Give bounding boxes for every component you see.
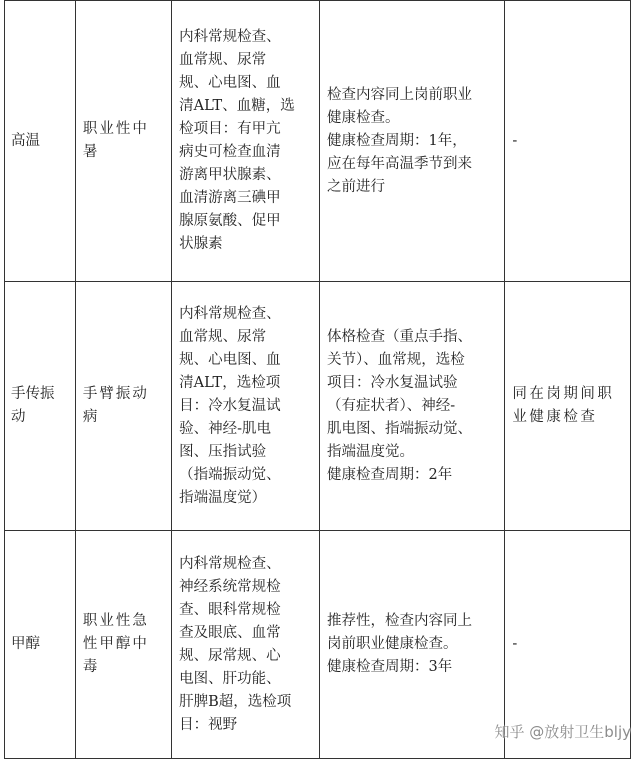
- content-line: 健康检查周期：1年，: [326, 132, 467, 149]
- note-cell: -: [505, 531, 631, 759]
- items-line: 检项目：有甲亢: [179, 121, 281, 137]
- items-line: 规、心电图、血: [179, 75, 281, 91]
- hazard-cell: 手传振动: [5, 282, 76, 531]
- items-cell: [172, 1, 320, 282]
- items-line: 指端温度觉）: [179, 489, 267, 506]
- items-line: 电图、肝功能、: [179, 670, 281, 687]
- table-row: [5, 282, 631, 531]
- content-line: 项目：冷水复温试验: [326, 374, 458, 391]
- items-line: 肝脾B超，选检项: [179, 693, 292, 710]
- items-line: 病史可检查血清: [179, 144, 281, 160]
- content-line: 健康检查。: [326, 109, 400, 126]
- items-line: 目：视野: [179, 716, 238, 733]
- items-line: 目：冷水复温试: [179, 397, 281, 414]
- items-line: 内科常规检查、: [179, 305, 281, 322]
- exam-table: [4, 0, 631, 759]
- table-row: [5, 1, 631, 282]
- content-line: 检查内容同上岗前职业: [326, 86, 472, 103]
- content-line: 健康检查周期：3年: [326, 659, 453, 675]
- items-line: 规、心电图、血: [179, 351, 281, 368]
- items-line: 血常规、尿常: [179, 52, 267, 68]
- content-cell: [319, 282, 504, 531]
- content-line: 推荐性，检查内容同上: [326, 613, 472, 629]
- note-cell: -: [505, 1, 631, 282]
- items-line: 清ALT，选检项: [179, 374, 281, 391]
- items-line: 游离甲状腺素、: [179, 167, 281, 183]
- items-line: 腺原氨酸、促甲: [179, 213, 281, 229]
- items-line: 清ALT、血糖，选: [179, 98, 295, 114]
- items-line: （指端振动觉、: [179, 466, 281, 483]
- watermark: 知乎 @放射卫生bljy: [494, 723, 631, 741]
- items-line: 验、神经-肌电: [179, 420, 272, 437]
- content-line: 体格检查（重点手指、: [326, 328, 472, 345]
- content-cell: [319, 531, 504, 759]
- items-line: 查及眼底、血常: [179, 624, 281, 641]
- items-line: 状腺素: [179, 236, 223, 252]
- items-line: 血常规、尿常: [179, 328, 267, 345]
- disease-cell: 职业性急性甲醇中毒: [75, 531, 171, 759]
- note-cell: 同在岗期间职业健康检查: [505, 282, 631, 531]
- items-line: 内科常规检查、: [179, 555, 281, 572]
- content-line: 岗前职业健康检查。: [326, 636, 458, 652]
- content-line: 肌电图、指端振动觉、: [326, 420, 472, 437]
- content-line: 之前进行: [326, 178, 385, 195]
- items-cell: [172, 531, 320, 759]
- content-line: 应在每年高温季节到来: [326, 155, 472, 172]
- hazard-cell: 高温: [5, 1, 76, 282]
- disease-cell: 手臂振动病: [75, 282, 171, 531]
- items-line: 查、眼科常规检: [179, 601, 281, 618]
- items-cell: [172, 282, 320, 531]
- items-line: 图、压指试验: [179, 443, 267, 460]
- content-cell: [319, 1, 504, 282]
- content-line: 健康检查周期：2年: [326, 466, 453, 483]
- items-line: 内科常规检查、: [179, 29, 281, 45]
- hazard-cell: 甲醇: [5, 531, 76, 759]
- content-line: （有症状者）、神经-: [326, 397, 456, 414]
- items-line: 神经系统常规检: [179, 578, 281, 595]
- disease-cell: 职业性中暑: [75, 1, 171, 282]
- content-line: 指端温度觉。: [326, 443, 414, 460]
- items-line: 血清游离三碘甲: [179, 190, 281, 206]
- items-line: 规、尿常规、心: [179, 647, 281, 664]
- content-line: 关节）、血常规，选检: [326, 351, 465, 368]
